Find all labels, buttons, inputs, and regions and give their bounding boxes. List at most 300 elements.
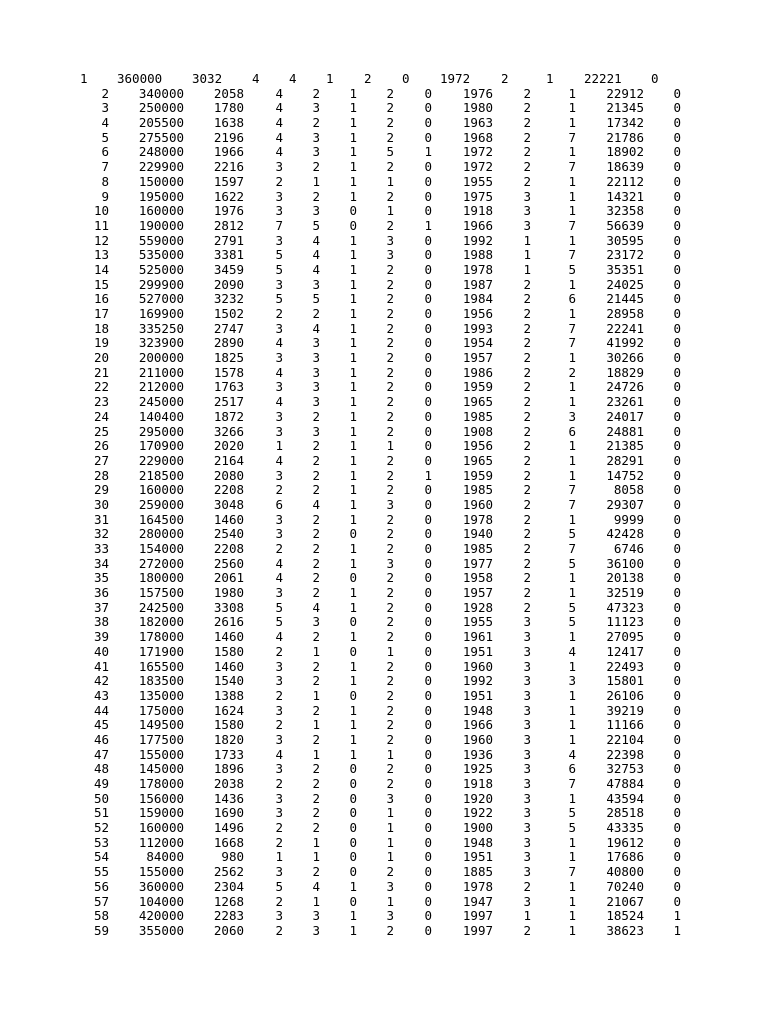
table-cell: 7	[568, 159, 576, 175]
table-cell: 3	[275, 658, 283, 674]
table-cell: 35351	[606, 261, 644, 277]
table-cell: 2	[275, 922, 283, 938]
table-cell: 1460	[213, 629, 244, 645]
table-cell: 0	[424, 85, 432, 101]
table-cell: 3266	[213, 423, 244, 439]
table-cell: 0	[673, 864, 681, 880]
table-row	[0, 204, 768, 219]
table-cell: 70240	[606, 878, 644, 894]
table-cell: 3	[523, 805, 531, 821]
table-cell: 1978	[462, 261, 493, 277]
table-cell: 0	[673, 379, 681, 395]
table-cell: 0	[424, 511, 432, 527]
table-cell: 0	[673, 614, 681, 630]
table-cell: 3	[275, 350, 283, 366]
table-cell: 156000	[138, 790, 184, 806]
table-cell: 1985	[462, 541, 493, 556]
table-cell: 0	[673, 438, 681, 454]
table-cell: 4	[275, 85, 283, 101]
table-cell: 2	[523, 173, 531, 189]
table-cell: 1690	[213, 805, 244, 821]
table-cell: 259000	[138, 496, 184, 512]
table-cell: 25	[93, 423, 109, 439]
table-cell: 218500	[138, 467, 184, 483]
table-cell: 4	[275, 746, 283, 762]
table-cell: 1	[386, 173, 394, 189]
table-cell: 2	[523, 570, 531, 586]
table-cell: 1	[568, 173, 576, 189]
table-cell: 3	[568, 408, 576, 424]
table-cell: 14752	[606, 467, 644, 483]
table-cell: 22	[93, 379, 109, 395]
table-cell: 2	[312, 629, 320, 645]
table-cell: 0	[673, 717, 681, 733]
table-cell: 7	[568, 496, 576, 512]
table-cell: 18639	[606, 159, 644, 175]
table-cell: 0	[349, 687, 357, 703]
table-cell: 1578	[213, 364, 244, 380]
table-row	[0, 704, 768, 719]
table-cell: 1436	[213, 790, 244, 806]
table-cell: 0	[673, 129, 681, 145]
table-cell: 3	[275, 731, 283, 747]
table-cell: 1	[349, 247, 357, 263]
table-row	[0, 850, 768, 865]
table-cell: 31	[93, 511, 109, 527]
table-cell: 1	[568, 203, 576, 219]
table-cell: 1	[326, 71, 334, 86]
table-row	[0, 909, 768, 924]
table-cell: 2	[275, 717, 283, 733]
table-cell: 2	[312, 864, 320, 880]
table-cell: 2	[275, 893, 283, 909]
table-row	[0, 145, 768, 160]
table-row	[0, 278, 768, 293]
table-cell: 112000	[138, 834, 184, 850]
table-cell: 2	[312, 408, 320, 424]
table-cell: 28291	[606, 452, 644, 468]
table-cell: 2	[312, 511, 320, 527]
table-cell: 0	[673, 496, 681, 512]
table-cell: 0	[424, 276, 432, 292]
table-cell: 2060	[213, 922, 244, 938]
table-cell: 0	[424, 658, 432, 674]
table-cell: 0	[424, 291, 432, 307]
table-cell: 0	[424, 247, 432, 263]
table-cell: 0	[349, 614, 357, 630]
table-cell: 1733	[213, 746, 244, 762]
table-cell: 1936	[462, 746, 493, 762]
table-cell: 1965	[462, 452, 493, 468]
table-cell: 3	[101, 100, 109, 116]
table-cell: 3	[275, 408, 283, 424]
table-cell: 2	[501, 71, 509, 86]
table-cell: 32519	[606, 585, 644, 601]
table-cell: 0	[673, 335, 681, 351]
table-cell: 2164	[213, 452, 244, 468]
table-cell: 3	[312, 614, 320, 630]
table-cell: 3	[275, 511, 283, 527]
table-cell: 3	[523, 203, 531, 219]
table-cell: 1977	[462, 555, 493, 571]
table-cell: 2	[312, 570, 320, 586]
table-cell: 0	[673, 261, 681, 277]
table-cell: 1966	[462, 217, 493, 233]
table-cell: 13	[93, 247, 109, 263]
table-cell: 2	[386, 687, 394, 703]
table-row	[0, 219, 768, 234]
table-cell: 6	[568, 291, 576, 307]
table-cell: 1951	[462, 643, 493, 659]
table-row	[0, 865, 768, 880]
table-cell: 2	[312, 541, 320, 556]
table-cell: 22241	[606, 320, 644, 336]
table-cell: 21345	[606, 100, 644, 116]
table-cell: 149500	[138, 717, 184, 733]
table-cell: 0	[424, 364, 432, 380]
table-cell: 177500	[138, 731, 184, 747]
table-cell: 2	[275, 541, 283, 556]
table-row	[0, 454, 768, 469]
table-cell: 2	[275, 687, 283, 703]
table-cell: 3	[312, 276, 320, 292]
table-cell: 0	[673, 820, 681, 836]
table-cell: 1956	[462, 438, 493, 454]
table-cell: 1	[349, 585, 357, 601]
table-cell: 1	[349, 85, 357, 101]
table-cell: 0	[673, 394, 681, 410]
table-cell: 3	[523, 820, 531, 836]
table-row	[0, 542, 768, 557]
table-cell: 37	[93, 599, 109, 615]
table-cell: 6746	[613, 541, 644, 556]
table-cell: 6	[101, 144, 109, 160]
table-cell: 1	[349, 878, 357, 894]
table-cell: 3	[523, 717, 531, 733]
table-cell: 2	[275, 173, 283, 189]
table-cell: 0	[349, 849, 357, 865]
table-cell: 34	[93, 555, 109, 571]
table-cell: 1	[386, 820, 394, 836]
table-cell: 1	[349, 731, 357, 747]
table-cell: 21786	[606, 129, 644, 145]
table-cell: 30266	[606, 350, 644, 366]
table-cell: 0	[673, 232, 681, 248]
table-cell: 0	[424, 570, 432, 586]
table-cell: 2	[523, 85, 531, 101]
table-cell: 0	[424, 306, 432, 321]
table-cell: 2	[312, 306, 320, 321]
table-cell: 2	[523, 335, 531, 351]
table-cell: 0	[424, 834, 432, 850]
table-cell: 17342	[606, 115, 644, 131]
table-cell: 4	[275, 629, 283, 645]
table-cell: 0	[424, 320, 432, 336]
table-cell: 0	[673, 159, 681, 175]
table-cell: 1957	[462, 350, 493, 366]
table-cell: 0	[402, 71, 410, 86]
table-cell: 1	[568, 100, 576, 116]
table-cell: 1960	[462, 496, 493, 512]
table-cell: 6	[275, 496, 283, 512]
table-cell: 0	[673, 702, 681, 718]
table-cell: 2	[386, 320, 394, 336]
table-row	[0, 307, 768, 322]
table-cell: 3	[275, 467, 283, 483]
table-cell: 3	[312, 379, 320, 395]
table-cell: 9	[101, 188, 109, 204]
table-row	[0, 116, 768, 131]
table-cell: 3	[523, 864, 531, 880]
table-cell: 11166	[606, 717, 644, 733]
table-cell: 0	[673, 452, 681, 468]
table-cell: 7	[568, 129, 576, 145]
table-cell: 1	[568, 922, 576, 938]
table-cell: 1	[312, 687, 320, 703]
table-cell: 1	[568, 452, 576, 468]
table-cell: 29	[93, 482, 109, 498]
table-cell: 56639	[606, 217, 644, 233]
table-cell: 2	[523, 878, 531, 894]
table-cell: 2	[386, 629, 394, 645]
table-cell: 2	[523, 541, 531, 556]
table-cell: 0	[424, 526, 432, 542]
table-cell: 14	[93, 261, 109, 277]
table-cell: 3	[312, 350, 320, 366]
table-cell: 3	[523, 673, 531, 689]
table-cell: 1985	[462, 482, 493, 498]
table-cell: 7	[275, 217, 283, 233]
table-cell: 35	[93, 570, 109, 586]
table-cell: 1	[312, 746, 320, 762]
table-cell: 1940	[462, 526, 493, 542]
table-cell: 3	[312, 423, 320, 439]
table-cell: 22493	[606, 658, 644, 674]
table-cell: 1	[349, 629, 357, 645]
table-cell: 2	[523, 306, 531, 321]
table-row	[0, 483, 768, 498]
table-row	[0, 718, 768, 733]
table-cell: 0	[424, 203, 432, 219]
table-cell: 1	[349, 717, 357, 733]
table-cell: 3	[523, 629, 531, 645]
table-cell: 5	[568, 820, 576, 836]
table-cell: 1978	[462, 511, 493, 527]
table-cell: 212000	[138, 379, 184, 395]
table-row	[0, 601, 768, 616]
table-cell: 0	[673, 188, 681, 204]
table-cell: 3	[312, 129, 320, 145]
table-cell: 3	[386, 496, 394, 512]
table-cell: 2	[312, 658, 320, 674]
table-cell: 47323	[606, 599, 644, 615]
table-cell: 175000	[138, 702, 184, 718]
table-cell: 84000	[146, 849, 184, 865]
table-row	[0, 234, 768, 249]
table-row	[0, 160, 768, 175]
table-cell: 1638	[213, 115, 244, 131]
table-cell: 3	[275, 864, 283, 880]
table-cell: 2890	[213, 335, 244, 351]
table-cell: 5	[275, 261, 283, 277]
table-cell: 18	[93, 320, 109, 336]
table-cell: 2	[386, 599, 394, 615]
table-cell: 3	[523, 217, 531, 233]
table-cell: 155000	[138, 864, 184, 880]
table-cell: 164500	[138, 511, 184, 527]
table-cell: 0	[424, 173, 432, 189]
table-cell: 3	[312, 144, 320, 160]
table-cell: 2560	[213, 555, 244, 571]
table-cell: 1580	[213, 643, 244, 659]
table-cell: 1	[568, 908, 576, 924]
table-cell: 0	[349, 526, 357, 542]
table-row	[0, 895, 768, 910]
table-cell: 190000	[138, 217, 184, 233]
table-cell: 4	[312, 496, 320, 512]
table-cell: 1597	[213, 173, 244, 189]
table-row	[0, 131, 768, 146]
table-cell: 0	[349, 776, 357, 791]
table-cell: 5	[275, 599, 283, 615]
table-cell: 7	[568, 864, 576, 880]
table-cell: 2	[275, 820, 283, 836]
table-cell: 157500	[138, 585, 184, 601]
table-cell: 2304	[213, 878, 244, 894]
table-cell: 0	[673, 423, 681, 439]
table-cell: 3	[523, 702, 531, 718]
table-row	[0, 748, 768, 763]
table-row	[0, 498, 768, 513]
table-cell: 1	[568, 438, 576, 454]
table-cell: 7	[568, 541, 576, 556]
table-cell: 2	[386, 408, 394, 424]
table-cell: 0	[673, 687, 681, 703]
table-cell: 1928	[462, 599, 493, 615]
table-cell: 2	[386, 394, 394, 410]
table-cell: 0	[424, 394, 432, 410]
table-cell: 3	[523, 776, 531, 791]
table-cell: 21445	[606, 291, 644, 307]
table-cell: 2061	[213, 570, 244, 586]
table-cell: 5	[275, 291, 283, 307]
table-cell: 1	[568, 658, 576, 674]
table-cell: 0	[424, 423, 432, 439]
table-cell: 5	[275, 247, 283, 263]
table-cell: 2	[386, 350, 394, 366]
table-cell: 1	[349, 100, 357, 116]
table-cell: 1972	[462, 144, 493, 160]
table-cell: 183500	[138, 673, 184, 689]
table-cell: 1986	[462, 364, 493, 380]
table-cell: 24726	[606, 379, 644, 395]
table-cell: 7	[101, 159, 109, 175]
table-cell: 2	[386, 159, 394, 175]
table-cell: 180000	[138, 570, 184, 586]
table-cell: 41992	[606, 335, 644, 351]
table-cell: 2	[523, 115, 531, 131]
table-cell: 2	[386, 541, 394, 556]
table-cell: 2	[523, 320, 531, 336]
table-cell: 47	[93, 746, 109, 762]
table-cell: 178000	[138, 629, 184, 645]
table-cell: 0	[673, 629, 681, 645]
table-cell: 4	[275, 144, 283, 160]
table-row	[0, 880, 768, 895]
table-cell: 3	[386, 555, 394, 571]
table-cell: 4	[312, 599, 320, 615]
table-cell: 32358	[606, 203, 644, 219]
table-cell: 0	[424, 408, 432, 424]
table-cell: 4	[275, 129, 283, 145]
table-cell: 1	[312, 849, 320, 865]
table-cell: 1957	[462, 585, 493, 601]
table-cell: 1	[568, 276, 576, 292]
table-cell: 2	[386, 306, 394, 321]
table-cell: 1	[312, 717, 320, 733]
table-cell: 2	[312, 526, 320, 542]
table-cell: 0	[673, 570, 681, 586]
table-cell: 1	[386, 746, 394, 762]
table-cell: 245000	[138, 394, 184, 410]
table-cell: 1	[386, 203, 394, 219]
table-cell: 0	[424, 805, 432, 821]
table-cell: 6	[568, 423, 576, 439]
table-cell: 2	[386, 761, 394, 777]
table-row	[0, 674, 768, 689]
table-cell: 1951	[462, 687, 493, 703]
table-cell: 0	[424, 541, 432, 556]
table-cell: 3	[275, 761, 283, 777]
table-cell: 27095	[606, 629, 644, 645]
table-cell: 2	[312, 673, 320, 689]
table-cell: 0	[673, 849, 681, 865]
table-cell: 45	[93, 717, 109, 733]
table-cell: 1968	[462, 129, 493, 145]
table-cell: 0	[349, 893, 357, 909]
table-cell: 7	[568, 335, 576, 351]
table-cell: 26106	[606, 687, 644, 703]
table-cell: 36100	[606, 555, 644, 571]
table-cell: 3	[275, 320, 283, 336]
table-cell: 0	[424, 820, 432, 836]
table-cell: 159000	[138, 805, 184, 821]
table-cell: 211000	[138, 364, 184, 380]
table-cell: 1	[349, 673, 357, 689]
table-cell: 0	[673, 673, 681, 689]
table-cell: 1	[349, 394, 357, 410]
table-cell: 2616	[213, 614, 244, 630]
table-cell: 3	[386, 232, 394, 248]
table-cell: 4	[312, 261, 320, 277]
table-cell: 3	[523, 188, 531, 204]
table-cell: 2	[386, 85, 394, 101]
table-cell: 1	[568, 511, 576, 527]
table-cell: 0	[424, 159, 432, 175]
table-cell: 1	[523, 908, 531, 924]
table-row	[0, 836, 768, 851]
table-cell: 22104	[606, 731, 644, 747]
table-cell: 1993	[462, 320, 493, 336]
table-cell: 14321	[606, 188, 644, 204]
table-cell: 340000	[138, 85, 184, 101]
table-cell: 1	[568, 232, 576, 248]
table-cell: 1	[312, 834, 320, 850]
table-cell: 0	[424, 115, 432, 131]
table-cell: 26	[93, 438, 109, 454]
table-row	[0, 336, 768, 351]
table-cell: 29307	[606, 496, 644, 512]
